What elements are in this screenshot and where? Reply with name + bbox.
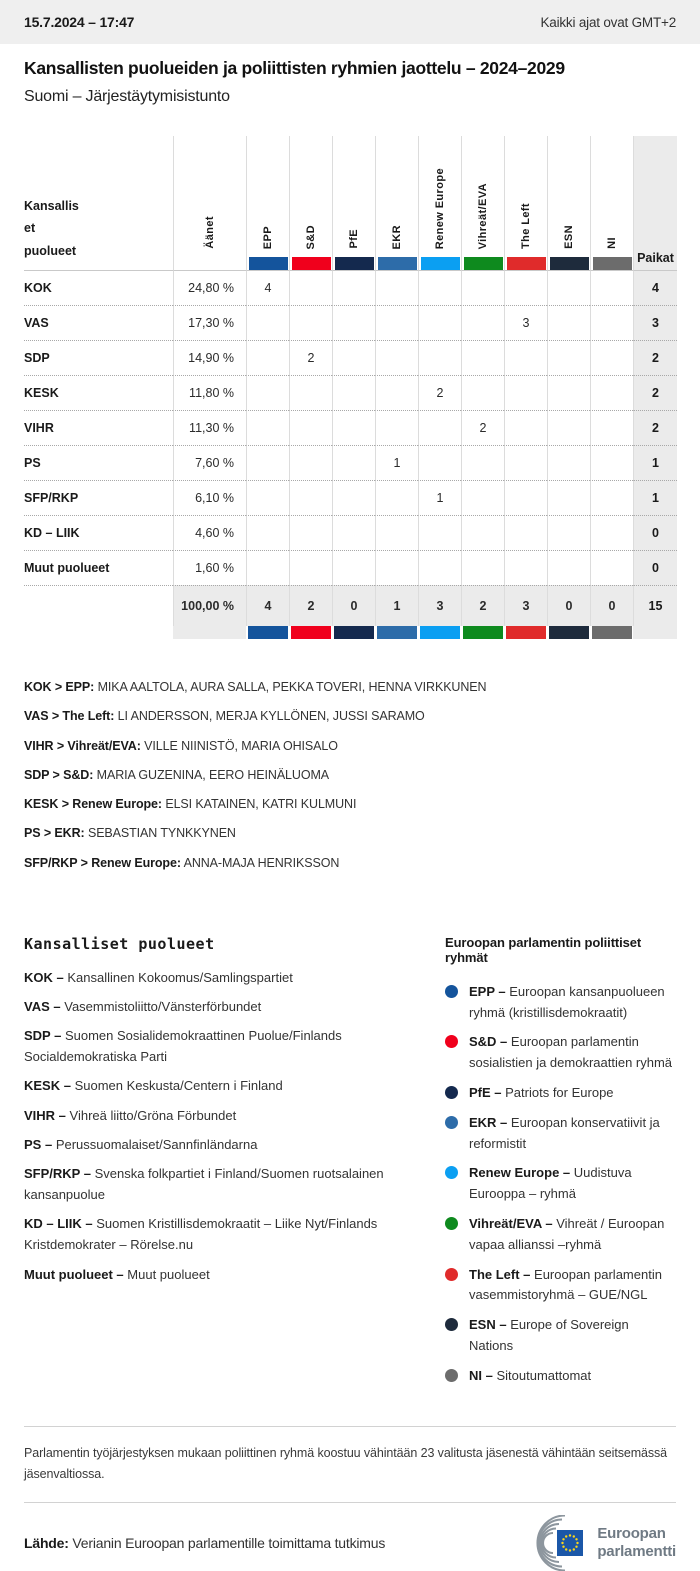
group-column-header-label: ESN <box>563 225 575 249</box>
seats-cell: 2 <box>633 340 677 375</box>
group-color-bar <box>291 626 331 639</box>
party-cell: KOK <box>24 270 173 305</box>
group-seat-cell <box>418 515 461 550</box>
group-column-header-label: PfE <box>348 229 360 249</box>
group-seat-cell <box>418 445 461 480</box>
group-seat-cell <box>547 305 590 340</box>
party-cell: SFP/RKP <box>24 480 173 515</box>
total-group-seat-cell: 0 <box>547 585 590 626</box>
group-seat-cell <box>289 515 332 550</box>
group-legend-item <box>445 1366 676 1387</box>
votes-column-header-label: Äänet <box>204 216 216 249</box>
bar-row-group <box>461 626 504 639</box>
total-seats-cell: 15 <box>633 585 677 626</box>
group-seat-cell <box>246 480 289 515</box>
group-seat-cell <box>375 515 418 550</box>
bar-row-group <box>590 626 633 639</box>
page-subtitle: Suomi – Järjestäytymisistunto <box>24 88 676 106</box>
bar-row-group <box>547 626 590 639</box>
group-color-bar <box>335 257 374 270</box>
group-color-bar <box>592 626 632 639</box>
group-seat-cell <box>547 550 590 585</box>
party-legend-item <box>24 1214 416 1256</box>
group-legend-desc: Uudistuva Eurooppa – ryhmä <box>469 1165 632 1201</box>
group-legend-name: Renew Europe – <box>469 1165 570 1180</box>
group-legend-color-dot <box>445 1035 458 1048</box>
group-legend-item <box>445 1163 676 1205</box>
group-seat-cell <box>332 515 375 550</box>
party-legend-item <box>24 997 416 1018</box>
group-column-header-label: EKR <box>391 225 403 249</box>
group-seat-cell <box>504 340 547 375</box>
member-line-names: VILLE NIINISTÖ, MARIA OHISALO <box>144 739 338 753</box>
group-column-header <box>590 136 633 270</box>
group-seat-cell <box>375 550 418 585</box>
top-bar <box>0 0 700 44</box>
party-legend-code: KD – LIIK – <box>24 1216 93 1231</box>
seats-table <box>24 136 677 639</box>
source-label: Lähde: <box>24 1535 69 1551</box>
group-seat-cell <box>332 550 375 585</box>
group-seat-cell: 2 <box>289 340 332 375</box>
group-color-bar <box>249 257 288 270</box>
group-seat-cell <box>547 410 590 445</box>
group-legend-desc: Euroopan kansanpuolueen ryhmä (kristillisdemokraatit) <box>469 984 665 1020</box>
group-seat-cell: 1 <box>418 480 461 515</box>
group-legend-item <box>445 1083 676 1104</box>
group-seat-cell <box>547 375 590 410</box>
member-line-names: MARIA GUZENINA, EERO HEINÄLUOMA <box>97 768 329 782</box>
group-seat-cell <box>246 550 289 585</box>
group-seat-cell <box>418 305 461 340</box>
party-legend-text: Muut puolueet <box>127 1267 209 1282</box>
party-cell: SDP <box>24 340 173 375</box>
votes-cell: 4,60 % <box>173 515 246 550</box>
group-legend-color-dot <box>445 1166 458 1179</box>
votes-cell: 1,60 % <box>173 550 246 585</box>
group-seat-cell <box>289 445 332 480</box>
party-legend-text: Perussuomalaiset/Sannfinländarna <box>56 1137 258 1152</box>
group-seat-cell <box>332 375 375 410</box>
bar-row-spacer <box>24 626 173 639</box>
group-seat-cell: 4 <box>246 270 289 305</box>
group-legend-desc: Europe of Sovereign Nations <box>469 1317 629 1353</box>
group-seat-cell <box>504 375 547 410</box>
group-seat-cell <box>332 445 375 480</box>
group-seat-cell <box>375 375 418 410</box>
group-column-header <box>504 136 547 270</box>
group-seat-cell <box>418 270 461 305</box>
group-legend-desc: Euroopan parlamentin vasemmistoryhmä – GUE/NGL <box>469 1267 662 1303</box>
party-legend-text: Suomen Kristillisdemokraatit – Liike Nyt/Finlands Kristdemokrater – Rörelse.nu <box>24 1216 377 1252</box>
group-seat-cell: 2 <box>418 375 461 410</box>
group-seat-cell <box>246 515 289 550</box>
timezone-note: Kaikki ajat ovat GMT+2 <box>540 15 676 30</box>
group-legend-item <box>445 982 676 1024</box>
seats-cell: 3 <box>633 305 677 340</box>
legends <box>24 935 676 1396</box>
party-legend-text: Vihreä liitto/Gröna Förbundet <box>70 1108 237 1123</box>
party-legend-text: Suomen Keskusta/Centern i Finland <box>75 1078 283 1093</box>
group-seat-cell <box>289 270 332 305</box>
group-legend-name: EKR – <box>469 1115 507 1130</box>
group-column-header-label: S&D <box>305 225 317 249</box>
bar-row-group <box>332 626 375 639</box>
party-column-header-line: puolueet <box>24 240 76 263</box>
group-seat-cell <box>375 340 418 375</box>
political-groups-legend <box>445 935 676 1396</box>
group-seat-cell <box>590 375 633 410</box>
seats-cell: 2 <box>633 410 677 445</box>
party-legend-code: VIHR – <box>24 1108 66 1123</box>
party-cell: KESK <box>24 375 173 410</box>
votes-cell: 7,60 % <box>173 445 246 480</box>
group-color-bar <box>421 257 460 270</box>
party-legend-text: Suomen Sosialidemokraattinen Puolue/Finlands Socialdemokratiska Parti <box>24 1028 342 1064</box>
group-seat-cell <box>418 340 461 375</box>
member-line <box>24 796 676 812</box>
group-seat-cell <box>375 270 418 305</box>
group-column-header-label: The Left <box>520 203 532 249</box>
european-parliament-logo <box>517 1515 676 1571</box>
party-legend-code: VAS – <box>24 999 61 1014</box>
group-seat-cell <box>547 445 590 480</box>
group-color-bar <box>507 257 546 270</box>
total-group-seat-cell: 3 <box>504 585 547 626</box>
party-legend-code: SFP/RKP – <box>24 1166 91 1181</box>
group-seat-cell <box>590 515 633 550</box>
political-groups-items <box>445 982 676 1387</box>
party-legend-item <box>24 968 416 989</box>
group-column-header-label: Vihreät/EVA <box>477 183 489 249</box>
party-column-header-line: Kansallis <box>24 195 79 218</box>
votes-cell: 11,80 % <box>173 375 246 410</box>
party-column-header-line: et <box>24 217 35 240</box>
group-column-header-label: EPP <box>262 226 274 249</box>
group-seat-cell <box>547 270 590 305</box>
group-seat-cell <box>504 270 547 305</box>
group-color-bar <box>420 626 460 639</box>
seats-cell: 2 <box>633 375 677 410</box>
group-legend-text <box>469 1032 676 1074</box>
party-legend-item <box>24 1164 416 1206</box>
seats-cell: 0 <box>633 550 677 585</box>
date-time: 15.7.2024 – 17:47 <box>24 14 134 30</box>
bar-row-group <box>504 626 547 639</box>
national-parties-items <box>24 968 416 1286</box>
party-legend-code: KESK – <box>24 1078 71 1093</box>
party-legend-code: KOK – <box>24 970 64 985</box>
group-legend-desc: Euroopan konservatiivit ja reformistit <box>469 1115 660 1151</box>
party-legend-code: PS – <box>24 1137 52 1152</box>
group-seat-cell <box>590 305 633 340</box>
footer <box>24 1426 676 1571</box>
group-seat-cell <box>504 410 547 445</box>
group-legend-desc: Euroopan parlamentin sosialistien ja demokraattien ryhmä <box>469 1034 672 1070</box>
group-legend-color-dot <box>445 1116 458 1129</box>
group-legend-color-dot <box>445 1217 458 1230</box>
group-color-bar <box>334 626 374 639</box>
group-seat-cell <box>332 410 375 445</box>
group-seat-cell <box>332 480 375 515</box>
group-color-bar <box>593 257 632 270</box>
group-color-bar <box>377 626 417 639</box>
group-seat-cell <box>504 480 547 515</box>
member-line-names: LI ANDERSSON, MERJA KYLLÖNEN, JUSSI SARAMO <box>118 709 425 723</box>
page-title: Kansallisten puolueiden ja poliittisten ryhmien jaottelu – 2024–2029 <box>24 58 676 79</box>
group-legend-color-dot <box>445 1268 458 1281</box>
party-cell: VIHR <box>24 410 173 445</box>
member-line-names: ELSI KATAINEN, KATRI KULMUNI <box>165 797 356 811</box>
group-seat-cell <box>461 445 504 480</box>
bar-row-votes <box>173 626 246 639</box>
member-line-label: SFP/RKP > Renew Europe: <box>24 856 181 870</box>
group-legend-item <box>445 1315 676 1357</box>
group-seat-cell <box>289 410 332 445</box>
group-seat-cell <box>418 550 461 585</box>
group-seat-cell <box>461 375 504 410</box>
group-legend-name: S&D – <box>469 1034 507 1049</box>
ep-logo-text: Euroopan parlamentti <box>597 1525 676 1563</box>
footnote: Parlamentin työjärjestyksen mukaan poliittinen ryhmä koostuu vähintään 23 valitusta jäsenestä vähintään seitsemässä jäsenvaltiossa. <box>24 1443 676 1487</box>
group-seat-cell <box>246 445 289 480</box>
group-seat-cell <box>590 340 633 375</box>
group-seat-cell <box>289 305 332 340</box>
group-legend-item <box>445 1265 676 1307</box>
group-seat-cell: 3 <box>504 305 547 340</box>
group-legend-text <box>469 1163 676 1205</box>
total-group-seat-cell: 2 <box>461 585 504 626</box>
group-column-header <box>461 136 504 270</box>
votes-cell: 24,80 % <box>173 270 246 305</box>
members-list <box>24 679 676 871</box>
group-legend-item <box>445 1113 676 1155</box>
party-cell: PS <box>24 445 173 480</box>
total-votes-cell: 100,00 % <box>173 585 246 626</box>
group-legend-text <box>469 1265 676 1307</box>
group-seat-cell <box>332 340 375 375</box>
group-seat-cell <box>289 550 332 585</box>
group-color-bar <box>248 626 288 639</box>
group-column-header-label: Renew Europe <box>434 168 446 249</box>
national-parties-heading: Kansalliset puolueet <box>24 935 416 953</box>
votes-cell: 6,10 % <box>173 480 246 515</box>
group-legend-item <box>445 1032 676 1074</box>
group-legend-name: The Left – <box>469 1267 530 1282</box>
total-label-cell <box>24 585 173 626</box>
group-seat-cell <box>418 410 461 445</box>
group-seat-cell <box>547 340 590 375</box>
seats-cell: 1 <box>633 480 677 515</box>
group-legend-text <box>469 982 676 1024</box>
party-legend-text: Svenska folkpartiet i Finland/Suomen ruotsalainen kansanpuolue <box>24 1166 384 1202</box>
group-column-header <box>547 136 590 270</box>
group-legend-color-dot <box>445 1369 458 1382</box>
group-legend-name: NI – <box>469 1368 493 1383</box>
group-legend-desc: Vihreät / Euroopan vapaa allianssi –ryhmä <box>469 1216 664 1252</box>
political-groups-heading: Euroopan parlamentin poliittiset ryhmät <box>445 935 676 965</box>
group-seat-cell <box>590 410 633 445</box>
content <box>0 58 700 1571</box>
group-seat-cell <box>547 515 590 550</box>
total-group-seat-cell: 3 <box>418 585 461 626</box>
member-line-label: VAS > The Left: <box>24 709 114 723</box>
group-legend-name: ESN – <box>469 1317 507 1332</box>
group-seat-cell <box>289 480 332 515</box>
group-seat-cell <box>504 550 547 585</box>
bar-row-group <box>289 626 332 639</box>
group-seat-cell <box>590 550 633 585</box>
bar-row-group <box>246 626 289 639</box>
member-line <box>24 738 676 754</box>
group-seat-cell <box>461 550 504 585</box>
party-legend-item <box>24 1026 416 1068</box>
group-seat-cell <box>461 480 504 515</box>
ep-hemicycle-icon <box>517 1515 589 1571</box>
votes-cell: 11,30 % <box>173 410 246 445</box>
bar-row-group <box>375 626 418 639</box>
votes-cell: 17,30 % <box>173 305 246 340</box>
total-group-seat-cell: 1 <box>375 585 418 626</box>
member-line-label: PS > EKR: <box>24 826 85 840</box>
group-seat-cell <box>504 515 547 550</box>
votes-column-header <box>173 136 246 270</box>
group-column-header <box>246 136 289 270</box>
member-line-names: ANNA-MAJA HENRIKSSON <box>184 856 340 870</box>
divider <box>24 1426 676 1427</box>
group-seat-cell <box>332 270 375 305</box>
group-seat-cell: 1 <box>375 445 418 480</box>
group-color-bar <box>463 626 503 639</box>
group-seat-cell <box>246 410 289 445</box>
group-legend-desc: Sitoutumattomat <box>496 1368 591 1383</box>
group-legend-text <box>469 1214 676 1256</box>
member-line <box>24 679 676 695</box>
group-column-header <box>332 136 375 270</box>
party-cell: VAS <box>24 305 173 340</box>
member-line-label: SDP > S&D: <box>24 768 93 782</box>
party-legend-text: Kansallinen Kokoomus/Samlingspartiet <box>67 970 292 985</box>
group-seat-cell <box>461 270 504 305</box>
group-legend-color-dot <box>445 1318 458 1331</box>
group-color-bar <box>464 257 503 270</box>
bar-row-group <box>418 626 461 639</box>
group-seat-cell <box>461 515 504 550</box>
member-line-label: KOK > EPP: <box>24 680 94 694</box>
member-line-names: MIKA AALTOLA, AURA SALLA, PEKKA TOVERI, HENNA VIRKKUNEN <box>98 680 487 694</box>
group-legend-text <box>469 1113 676 1155</box>
party-legend-item <box>24 1265 416 1286</box>
group-legend-name: EPP – <box>469 984 506 999</box>
source-row <box>24 1515 676 1571</box>
group-seat-cell <box>246 340 289 375</box>
party-legend-text: Vasemmistoliitto/Vänsterförbundet <box>64 999 261 1014</box>
group-column-header <box>375 136 418 270</box>
party-legend-item <box>24 1135 416 1156</box>
group-color-bar <box>550 257 589 270</box>
group-color-bar <box>378 257 417 270</box>
party-column-header <box>24 136 173 270</box>
group-seat-cell <box>375 410 418 445</box>
group-seat-cell <box>461 340 504 375</box>
group-seat-cell <box>332 305 375 340</box>
group-legend-color-dot <box>445 1086 458 1099</box>
divider <box>24 1502 676 1503</box>
seats-cell: 4 <box>633 270 677 305</box>
group-seat-cell <box>246 375 289 410</box>
seats-column-header-label: Paikat <box>637 251 674 265</box>
group-legend-text <box>469 1315 676 1357</box>
group-seat-cell <box>590 445 633 480</box>
seats-cell: 1 <box>633 445 677 480</box>
total-group-seat-cell: 2 <box>289 585 332 626</box>
group-color-bar <box>506 626 546 639</box>
group-legend-color-dot <box>445 985 458 998</box>
party-legend-item <box>24 1076 416 1097</box>
group-seat-cell <box>461 305 504 340</box>
member-line-label: KESK > Renew Europe: <box>24 797 162 811</box>
group-legend-text <box>469 1366 591 1387</box>
group-column-header <box>289 136 332 270</box>
member-line-label: VIHR > Vihreät/EVA: <box>24 739 141 753</box>
group-legend-item <box>445 1214 676 1256</box>
member-line <box>24 825 676 841</box>
member-line <box>24 855 676 871</box>
group-seat-cell <box>504 445 547 480</box>
group-color-bar <box>292 257 331 270</box>
national-parties-legend <box>24 935 416 1396</box>
total-group-seat-cell: 4 <box>246 585 289 626</box>
group-seat-cell <box>590 270 633 305</box>
party-cell: KD – LIIK <box>24 515 173 550</box>
group-seat-cell: 2 <box>461 410 504 445</box>
group-seat-cell <box>590 480 633 515</box>
party-legend-code: Muut puolueet – <box>24 1267 124 1282</box>
party-legend-code: SDP – <box>24 1028 61 1043</box>
group-seat-cell <box>375 480 418 515</box>
group-seat-cell <box>547 480 590 515</box>
source-text: Lähde: Verianin Euroopan parlamentille toimittama tutkimus <box>24 1535 385 1551</box>
group-legend-name: Vihreät/EVA – <box>469 1216 553 1231</box>
bar-row-seats <box>633 626 677 639</box>
group-color-bar <box>549 626 589 639</box>
votes-cell: 14,90 % <box>173 340 246 375</box>
member-line <box>24 767 676 783</box>
group-column-header-label: NI <box>606 237 618 249</box>
group-column-header <box>418 136 461 270</box>
group-seat-cell <box>375 305 418 340</box>
total-group-seat-cell: 0 <box>590 585 633 626</box>
party-cell: Muut puolueet <box>24 550 173 585</box>
group-legend-name: PfE – <box>469 1085 502 1100</box>
group-seat-cell <box>246 305 289 340</box>
party-legend-item <box>24 1106 416 1127</box>
member-line <box>24 708 676 724</box>
seats-column-header <box>633 136 677 270</box>
group-seat-cell <box>289 375 332 410</box>
member-line-names: SEBASTIAN TYNKKYNEN <box>88 826 236 840</box>
total-group-seat-cell: 0 <box>332 585 375 626</box>
group-legend-desc: Patriots for Europe <box>505 1085 613 1100</box>
group-legend-text <box>469 1083 614 1104</box>
seats-cell: 0 <box>633 515 677 550</box>
